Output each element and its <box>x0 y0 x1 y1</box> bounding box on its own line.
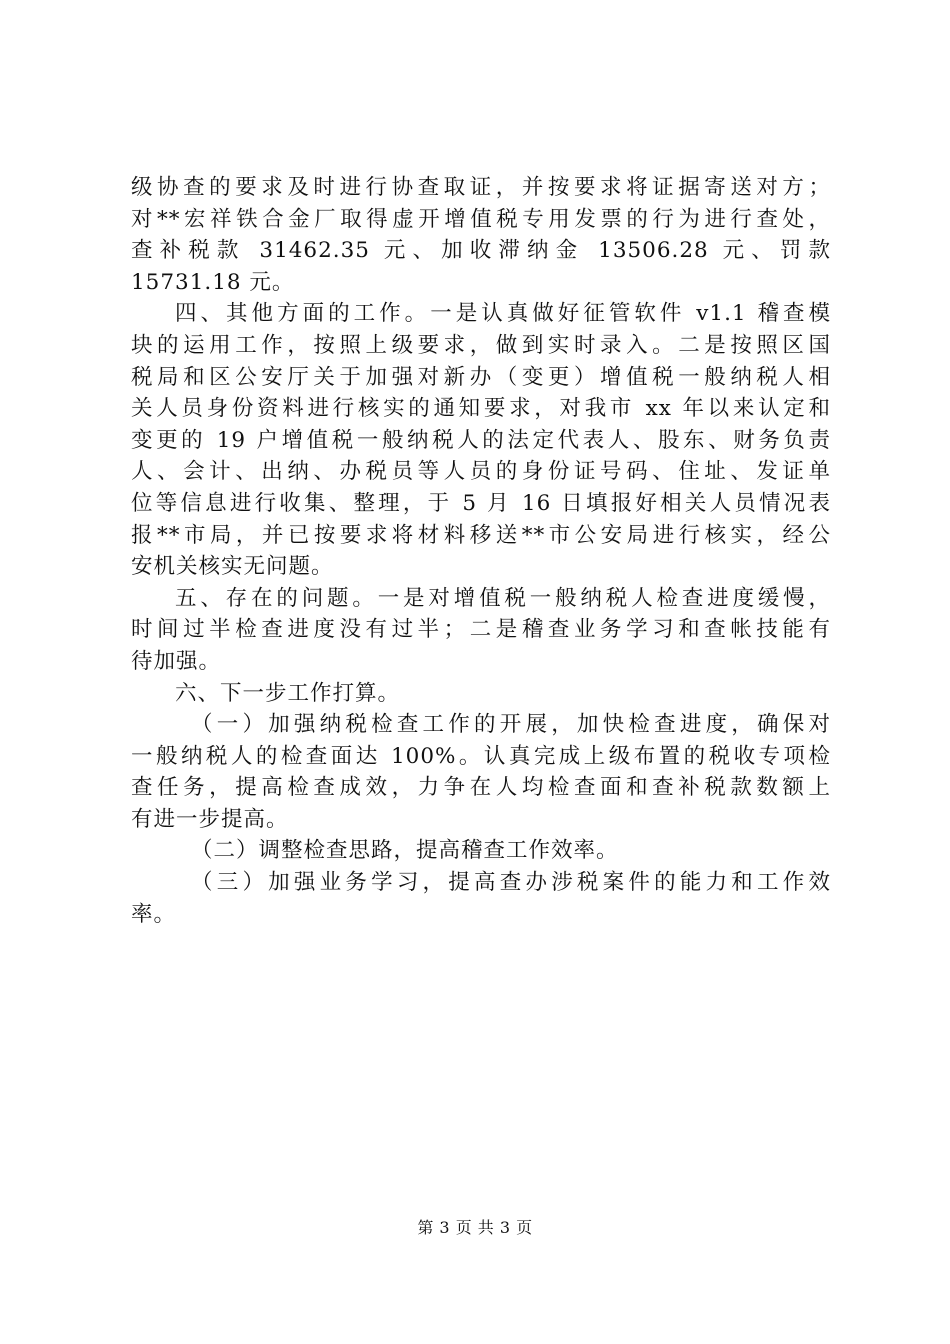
text-line: 安机关核实无问题。 <box>131 554 334 580</box>
document-body <box>131 172 831 930</box>
text-line: 15731.18 元。 <box>131 269 295 295</box>
text-line: 查补税款 31462.35 元、加收滞纳金 13506.28 元、罚款 <box>131 238 831 264</box>
section-heading-next-steps: 六、下一步工作打算。 <box>175 680 401 706</box>
text-line: 待加强。 <box>131 648 222 674</box>
text-line: 关人员身份资料进行核实的通知要求，对我市 xx 年以来认定和 <box>131 396 831 422</box>
text-line: 位等信息进行收集、整理，于 5 月 16 日填报好相关人员情况表 <box>131 490 831 516</box>
text-line: 块的运用工作，按照上级要求，做到实时录入。二是按照区国 <box>131 332 831 358</box>
text-line: 级协查的要求及时进行协查取证，并按要求将证据寄送对方； <box>131 175 831 200</box>
list-item-two: （二）调整检查思路，提高稽查工作效率。 <box>191 838 619 864</box>
text-line: 一般纳税人的检查面达 100%。认真完成上级布置的税收专项检 <box>131 743 831 769</box>
text-line: 报**市局，并已按要求将材料移送**市公安局进行核实，经公 <box>131 522 831 548</box>
text-line: 查任务，提高检查成效，力争在人均检查面和查补税款数额上 <box>131 775 831 801</box>
text-line: 率。 <box>131 901 177 927</box>
list-item-three: （三）加强业务学习，提高查办涉税案件的能力和工作效 <box>191 870 831 896</box>
list-item-one: （一）加强纳税检查工作的开展，加快检查进度，确保对 <box>191 712 831 738</box>
text-line: 时间过半检查进度没有过半；二是稽查业务学习和查帐技能有 <box>131 617 831 643</box>
section-heading-other-work: 四、其他方面的工作。一是认真做好征管软件 v1.1 稽查模 <box>175 301 831 327</box>
page-number-footer: 第 3 页 共 3 页 <box>417 1218 533 1237</box>
text-line: 变更的 19 户增值税一般纳税人的法定代表人、股东、财务负责 <box>131 427 831 453</box>
text-line: 对**宏祥铁合金厂取得虚开增值税专用发票的行为进行查处， <box>131 206 831 232</box>
text-line: 有进一步提高。 <box>131 806 289 832</box>
section-heading-problems: 五、存在的问题。一是对增值税一般纳税人检查进度缓慢， <box>175 585 831 611</box>
text-line: 人、会计、出纳、办税员等人员的身份证号码、住址、发证单 <box>131 459 831 485</box>
text-line: 税局和区公安厅关于加强对新办（变更）增值税一般纳税人相 <box>131 364 831 390</box>
